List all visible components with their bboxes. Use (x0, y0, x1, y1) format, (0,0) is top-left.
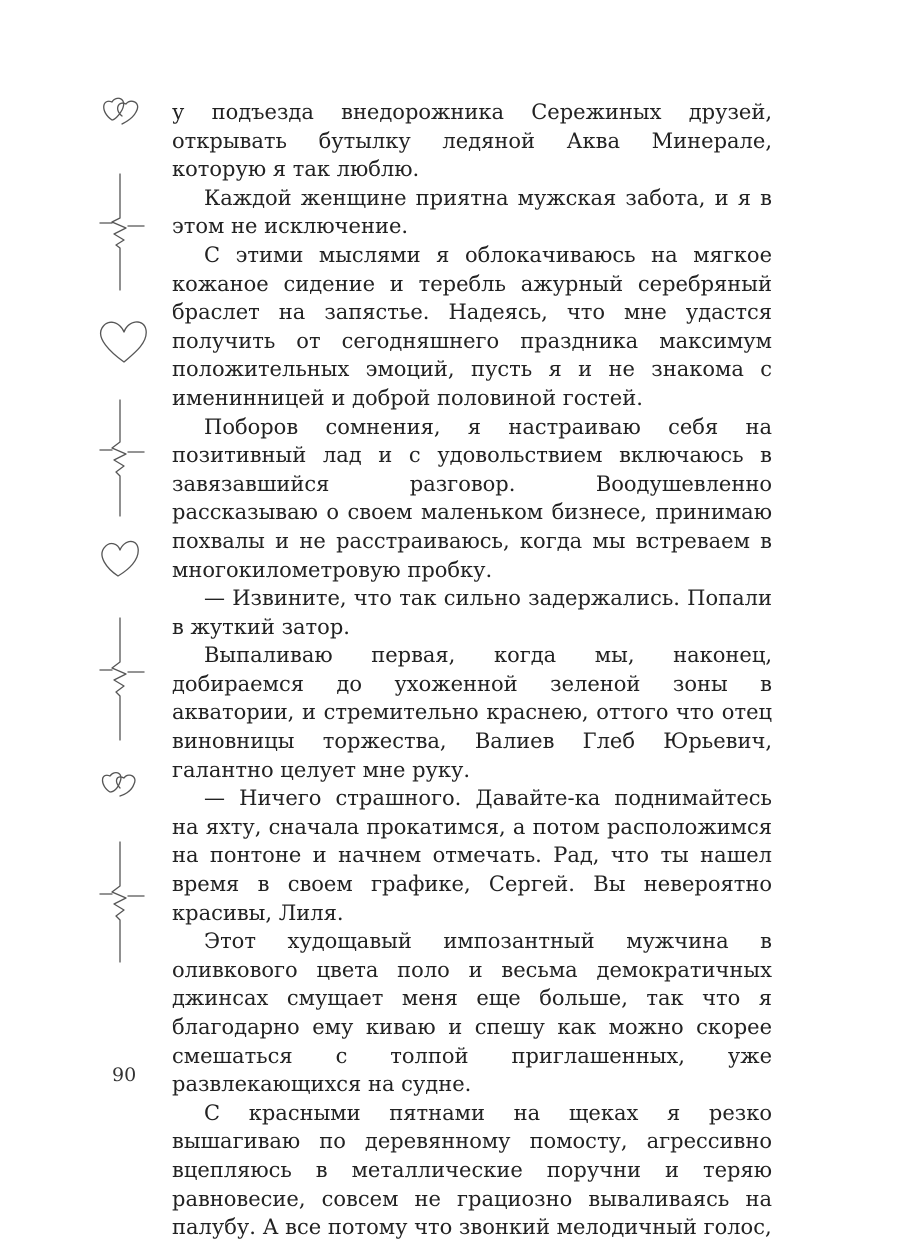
paragraph: Этот худощавый импозантный мужчина в оливкового цвета поло и весьма демократичных джинсах смущает меня еще больше, так что я благодарно ему киваю и спешу как можно скорее смешаться с толпой приглашенных, уже развлекающихся на судне. (172, 929, 772, 1097)
heartbeat-icon (100, 842, 144, 962)
paragraph: С красными пятнами на щеках я резко вышагиваю по деревянному помосту, агрессивно вцепляюсь в металлические поручни и теряю равновесие, совсем не грациозно вываливаясь на палубу. А все потому что звонкий мелодичный голос, (172, 1100, 772, 1240)
heartbeat-icon (100, 618, 144, 740)
paragraph: Выпаливаю первая, когда мы, наконец, добираемся до ухоженной зеленой зоны в акватории, и стремительно краснею, оттого что отец виновницы торжества, Валиев Глеб Юрьевич, галантно целует мне руку. (172, 643, 772, 782)
heart-icon (103, 773, 135, 796)
heart-icon (102, 541, 138, 576)
dialogue-paragraph: — Ничего страшного. Давайте-ка поднимайтесь на яхту, сначала прокатимся, а потом расположимся на понтоне и начнем отмечать. Рад, что ты нашел время в своем графике, Сергей. Вы невероятно красивы, Лиля. (172, 786, 772, 925)
paragraph: Каждой женщине приятна мужская забота, и я в этом не исключение. (172, 185, 772, 239)
heart-icon (101, 322, 147, 362)
margin-decoration (90, 90, 160, 990)
paragraph: Поборов сомнения, я настраиваю себя на позитивный лад и с удовольствием включаюсь в завязавшийся разговор. Воодушевленно рассказываю о своем маленьком бизнесе, принимаю похвалы и не расстраиваюсь, когда мы встреваем в многокилометровую пробку. (172, 414, 772, 582)
page-number: 90 (112, 1064, 137, 1086)
heart-icon (104, 98, 138, 124)
paragraph: у подъезда внедорожника Сережиных друзей, открывать бутылку ледяной Аква Минерале, которую я так люблю. (172, 100, 772, 182)
heartbeat-icon (100, 174, 144, 290)
dialogue-paragraph: — Извините, что так сильно задержались. Попали в жуткий затор. (172, 586, 772, 639)
paragraph: С этими мыслями я облокачиваюсь на мягкое кожаное сидение и теребль ажурный серебряный браслет на запястье. Надеясь, что мне удастся получить от сегодняшнего праздника максимум положительных эмоций, пусть я и не знакома с именинницей и доброй половиной гостей. (172, 242, 772, 410)
heartbeat-icon (100, 400, 144, 516)
body-text (172, 98, 772, 1242)
